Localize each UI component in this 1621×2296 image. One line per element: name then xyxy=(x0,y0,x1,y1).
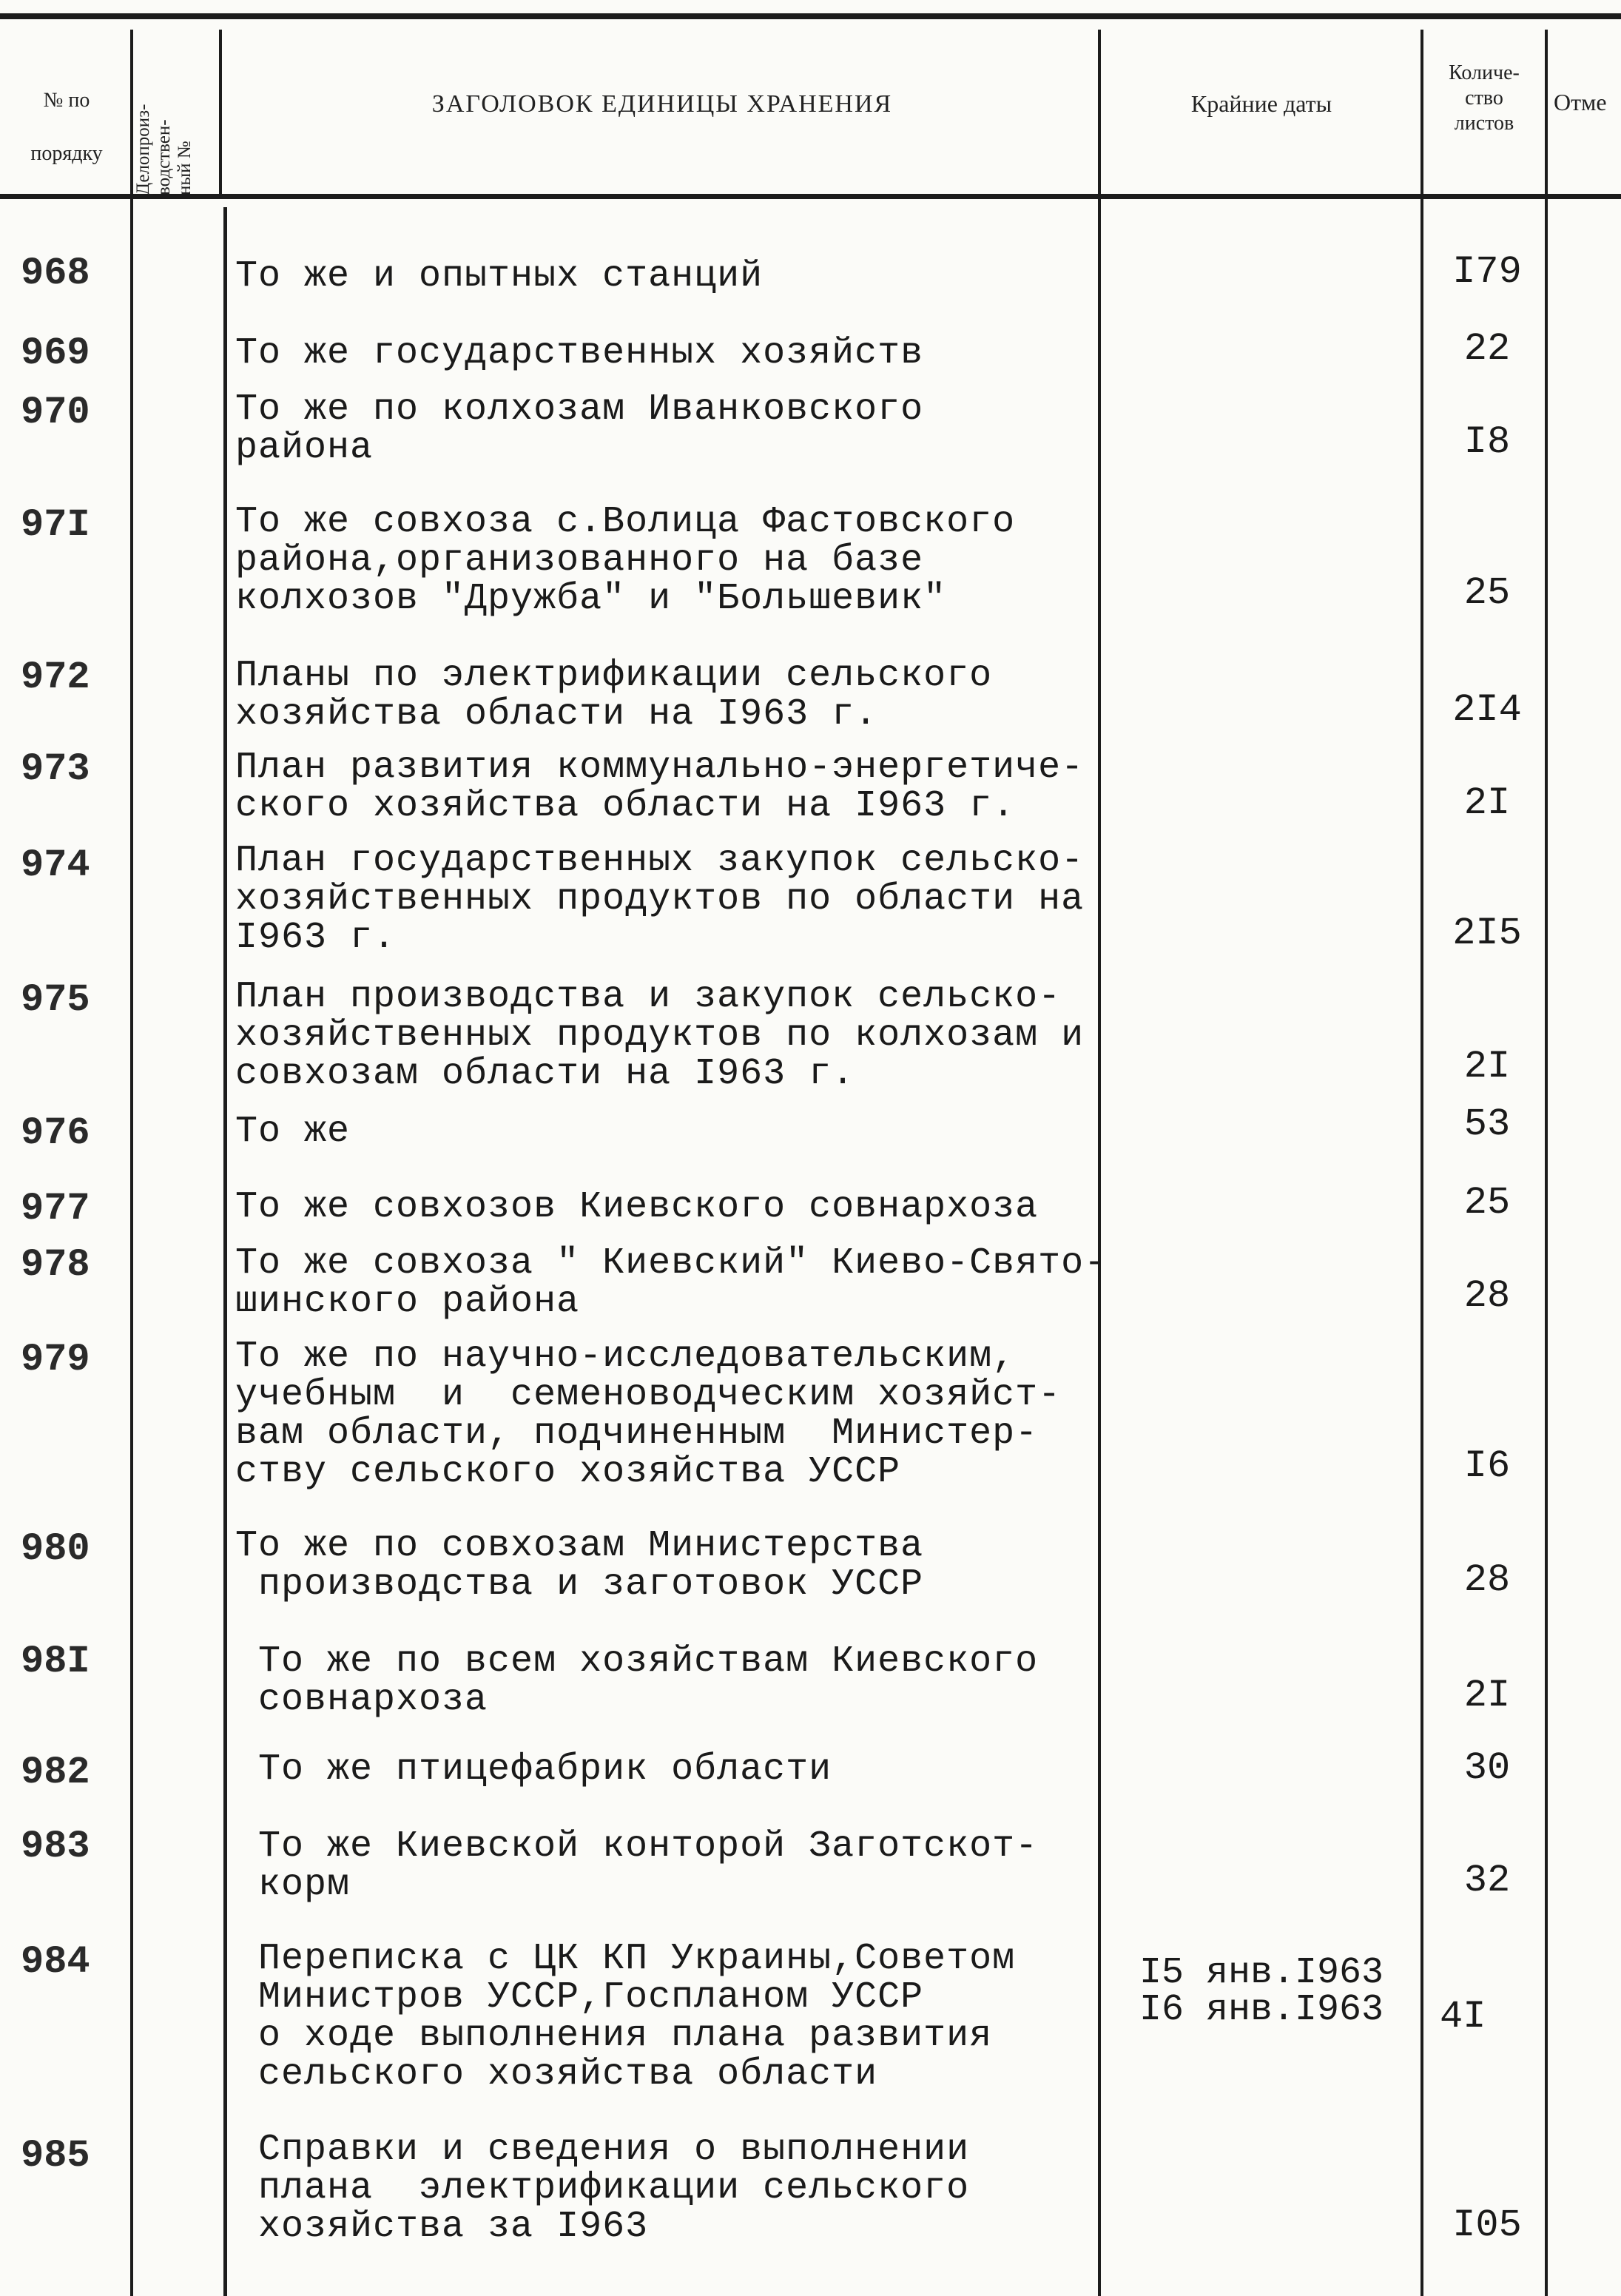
col-divider-5 xyxy=(1545,30,1548,2296)
row-count: I8 xyxy=(1463,420,1511,464)
row-title: То же xyxy=(235,1111,351,1153)
row-number: 968 xyxy=(21,252,90,295)
row-number: 978 xyxy=(21,1243,90,1287)
row-count: 28 xyxy=(1463,1274,1511,1318)
row-dates: I5 янв.I963 I6 янв.I963 xyxy=(1139,1952,1384,2031)
row-title: То же и опытных станций xyxy=(235,255,764,297)
row-title: То же совхоза " Киевский" Киево-Свято- шинского района xyxy=(235,1242,1108,1323)
row-count: 28 xyxy=(1463,1558,1511,1602)
row-count: 22 xyxy=(1463,327,1511,371)
row-count: 4I xyxy=(1440,1995,1486,2039)
row-title: То же совхозов Киевского совнархоза xyxy=(235,1186,1039,1228)
row-title: То же совхоза с.Волица Фастовского района,организованного на базе колхозов "Дружба" и "Большевик" xyxy=(235,501,1016,620)
header-notes: Отме xyxy=(1554,89,1607,115)
row-count: I6 xyxy=(1463,1444,1511,1488)
row-count: 2I4 xyxy=(1452,688,1522,732)
row-count: I79 xyxy=(1452,250,1522,294)
row-number: 97I xyxy=(21,503,90,547)
row-title: То же Киевской конторой Заготскот- корм xyxy=(258,1825,1039,1906)
row-count: 2I xyxy=(1463,781,1511,825)
row-title: Переписка с ЦК КП Украины,Советом Министров УССР,Госпланом УССР о ходе выполнения плана развития сельского хозяйства области xyxy=(258,1938,1016,2095)
header-office-line1: Делопроиз- xyxy=(133,104,153,195)
row-count: 53 xyxy=(1463,1102,1511,1146)
header-office-number xyxy=(133,33,215,195)
header-office-line3: ный № xyxy=(175,141,195,195)
row-title: То же по всем хозяйствам Киевского совнархоза xyxy=(258,1640,1039,1721)
row-count: 2I5 xyxy=(1452,912,1522,955)
row-title: Планы по электрификации сельского хозяйства области на I963 г. xyxy=(235,655,993,735)
row-count: I05 xyxy=(1452,2204,1522,2247)
row-number: 985 xyxy=(21,2134,90,2178)
header-office-line2: водствен- xyxy=(154,119,174,195)
row-title: План государственных закупок сельско- хозяйственных продуктов по области на I963 г. xyxy=(235,840,1085,959)
header-title: ЗАГОЛОВОК ЕДИНИЦЫ ХРАНЕНИЯ xyxy=(431,90,893,118)
row-title: То же птицефабрик области xyxy=(235,1748,832,1791)
row-count: 30 xyxy=(1463,1746,1511,1790)
row-count: 2I xyxy=(1463,1674,1511,1717)
row-number: 976 xyxy=(21,1111,90,1155)
header-number-line2: порядку xyxy=(30,142,103,165)
row-count: 25 xyxy=(1463,571,1511,615)
row-number: 974 xyxy=(21,844,90,887)
row-title: То же по колхозам Иванковского района xyxy=(235,388,924,469)
col-divider-2 xyxy=(219,30,222,194)
row-count: 32 xyxy=(1463,1859,1511,1902)
header-count-line3: листов xyxy=(1454,112,1514,135)
row-title: То же по совхозам Министерства производства и заготовок УССР xyxy=(235,1525,924,1606)
row-number: 969 xyxy=(21,331,90,375)
row-number: 984 xyxy=(21,1940,90,1984)
header-bottom-rule xyxy=(0,194,1621,199)
header-count xyxy=(1425,61,1543,136)
header-dates: Крайние даты xyxy=(1190,90,1332,117)
row-number: 972 xyxy=(21,656,90,699)
header-count-line2: ство xyxy=(1465,87,1503,110)
col-divider-1 xyxy=(130,30,133,2296)
row-title: Справки и сведения о выполнении плана электрификации сельского хозяйства за I963 xyxy=(258,2129,970,2248)
row-number: 975 xyxy=(21,978,90,1022)
header-number xyxy=(7,74,126,181)
header-count-line1: Количе- xyxy=(1449,61,1520,84)
header-number-line1: № по xyxy=(43,89,90,112)
row-number: 98I xyxy=(21,1640,90,1683)
row-title: План развития коммунально-энергетиче- ского хозяйства области на I963 г. xyxy=(235,747,1085,827)
col-divider-2-body xyxy=(223,207,227,2296)
row-number: 980 xyxy=(21,1527,90,1571)
row-title: То же государственных хозяйств xyxy=(235,332,924,374)
row-count: 2I xyxy=(1463,1045,1511,1088)
row-title: План производства и закупок сельско- хозяйственных продуктов по колхозам и совхозам области на I963 г. xyxy=(235,976,1085,1095)
row-count: 25 xyxy=(1463,1181,1511,1225)
row-number: 982 xyxy=(21,1751,90,1794)
row-number: 979 xyxy=(21,1338,90,1381)
row-number: 970 xyxy=(21,391,90,434)
top-rule xyxy=(0,13,1621,19)
row-number: 977 xyxy=(21,1187,90,1231)
row-title: То же по научно-исследовательским, учебным и семеноводческим хозяйст- вам области, подчиненным Министер- ству сельского хозяйства УССР xyxy=(235,1336,1062,1493)
row-number: 973 xyxy=(21,747,90,791)
row-number: 983 xyxy=(21,1825,90,1868)
